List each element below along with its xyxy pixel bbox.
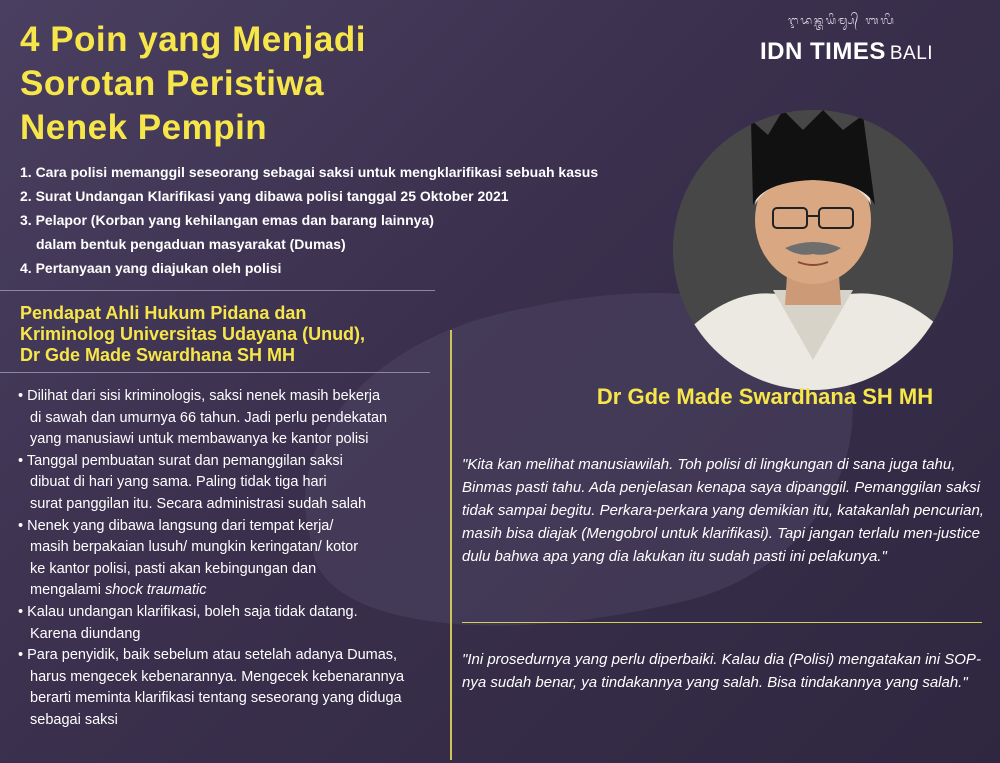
expert-name: Dr Gde Made Swardhana SH MH [596, 384, 934, 409]
title-line: Sorotan Peristiwa [20, 64, 325, 103]
expert-heading-line: Pendapat Ahli Hukum Pidana dan [20, 303, 307, 323]
title-line: Nenek Pempin [20, 108, 268, 147]
brand-logo [760, 12, 970, 66]
opinion-line [18, 580, 404, 602]
opinion-line: sebagai saksi [30, 711, 118, 728]
opinion-emphasis: shock traumatic [104, 582, 207, 599]
expert-heading-line: Dr Gde Made Swardhana SH MH [20, 345, 296, 365]
brand-balinese-script: ᬇᬤᬦ᭄ᬢᬬᬶᬫ᭄ᬲ᭄ ᬩᬮᬶ [788, 15, 896, 27]
key-point: 2. Surat Undangan Klarifikasi yang dibawa polisi tanggal 25 Oktober 2021 [20, 188, 509, 204]
title-line: 4 Poin yang Menjadi [20, 20, 366, 59]
expert-opinions-list [18, 386, 404, 732]
opinion-line: Karena diundang [30, 625, 141, 642]
opinion-line: dibuat di hari yang sama. Paling tidak tiga hari [30, 474, 327, 491]
opinion-line: di sawah dan umurnya 66 tahun. Jadi perlu pendekatan [30, 409, 388, 426]
opinion-line: ke kantor polisi, pasti akan kebingungan dan [30, 560, 317, 577]
key-point: 1. Cara polisi memanggil seseorang sebagai saksi untuk mengklarifikasi sebuah kasus [20, 164, 599, 180]
key-point: 3. Pelapor (Korban yang kehilangan emas dan barang lainnya) [20, 212, 434, 228]
key-point: 4. Pertanyaan yang diajukan oleh polisi [20, 260, 282, 276]
opinion-line: • Kalau undangan klarifikasi, boleh saja tidak datang. [18, 603, 358, 620]
brand-name: IDN TIMES [760, 38, 886, 65]
section-divider [0, 372, 430, 373]
section-divider [0, 290, 435, 291]
opinion-line: • Nenek yang dibawa langsung dari tempat kerja/ [18, 517, 334, 534]
expert-portrait-illustration [673, 110, 953, 390]
brand-wordmark [760, 38, 970, 66]
opinion-line: • Para penyidik, baik sebelum atau setelah adanya Dumas, [18, 647, 398, 664]
portrait-icon [673, 110, 953, 390]
expert-quote: "Kita kan melihat manusiawilah. Toh polisi di lingkungan di sana juga tahu, Binmas pasti tahu. Ada penjelasan kenapa saya dipanggil. Pemanggilan saksi tidak sampai begitu. Perkara-perkara yang demikian itu, katakanlah pencurian, masih bisa diajak (Mengobrol untuk klarifikasi). Tapi jangan terlalu men-justice dulu bahwa apa yang dia lakukan itu sudah pasti ini pelakunya." [462, 456, 984, 565]
key-points-list [20, 160, 598, 280]
expert-heading [20, 303, 365, 366]
expert-quote: "Ini prosedurnya yang perlu diperbaiki. Kalau dia (Polisi) mengatakan ini SOP-nya sudah benar, ya tindakannya yang salah. Bisa tindakannya yang salah." [462, 651, 981, 691]
infographic-title [20, 18, 366, 150]
key-point-continuation: dalam bentuk pengaduan masyarakat (Dumas) [36, 236, 346, 252]
column-divider [450, 330, 452, 760]
opinion-line: yang manusiawi untuk membawanya ke kantor polisi [30, 431, 369, 448]
opinion-line: • Dilihat dari sisi kriminologis, saksi nenek masih bekerja [18, 388, 381, 404]
opinion-line: berarti meminta klarifikasi tentang seseorang yang diduga [30, 690, 402, 707]
opinion-line: masih berpakaian lusuh/ mungkin keringatan/ kotor [30, 539, 359, 556]
opinion-line: • Tanggal pembuatan surat dan pemanggilan saksi [18, 452, 343, 469]
quote-divider [462, 622, 982, 623]
opinion-line: harus mengecek kebenarannya. Mengecek kebenarannya [30, 668, 405, 685]
brand-region: BALI [889, 43, 934, 64]
opinion-line: surat panggilan itu. Secara administrasi sudah salah [30, 495, 367, 512]
expert-heading-line: Kriminolog Universitas Udayana (Unud), [20, 324, 366, 344]
opinion-text: mengalami [30, 582, 101, 599]
